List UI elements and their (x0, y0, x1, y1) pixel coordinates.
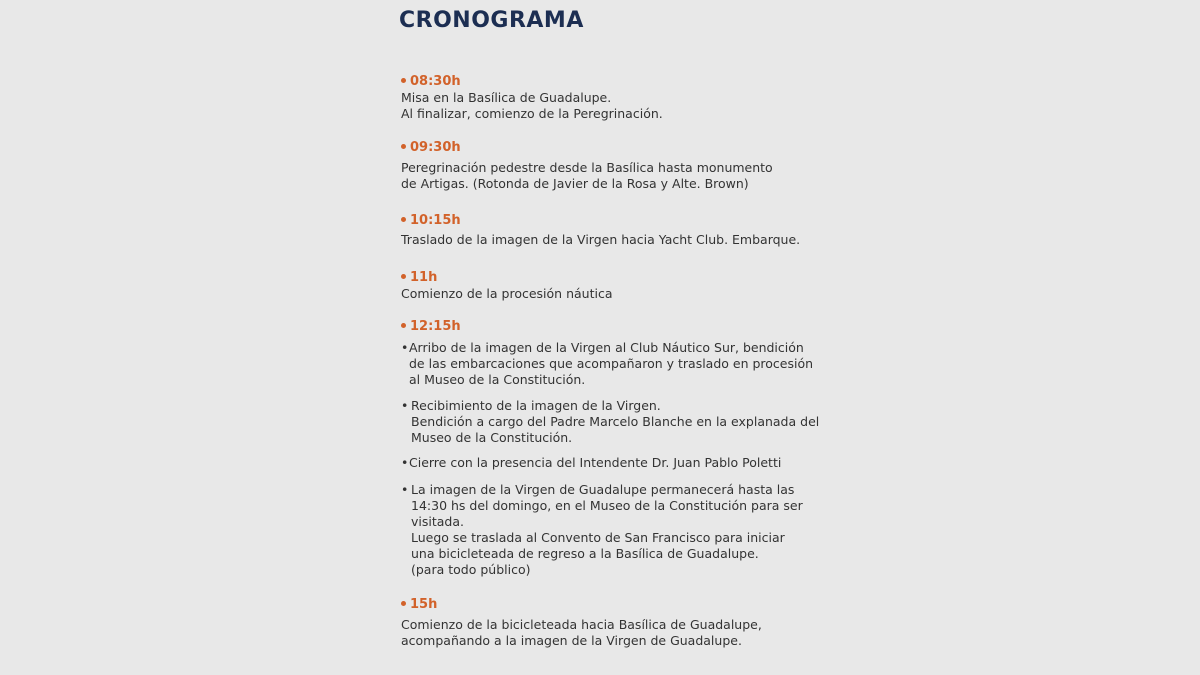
schedule-text: Traslado de la imagen de la Virgen hacia Yacht Club. Embarque. (401, 232, 801, 247)
page-title: CRONOGRAMA (399, 8, 584, 33)
bullet-icon: • (401, 340, 409, 355)
bullet-dot-icon (401, 601, 406, 606)
bullet-dot-icon (401, 78, 406, 83)
time-11: 11h (401, 270, 437, 286)
list-item: • Recibimiento de la imagen de la Virgen. Bendición a cargo del Padre Marcelo Blanche en la explanada del Museo de la Constitución. (401, 398, 820, 445)
list-item: • Cierre con la presencia del Intendente Dr. Juan Pablo Poletti (401, 455, 782, 470)
bullet-dot-icon (401, 144, 406, 149)
bullet-icon: • (401, 455, 409, 470)
list-item: • Arribo de la imagen de la Virgen al Club Náutico Sur, bendición de las embarcaciones que acompañaron y traslado en procesión al Museo de la Constitución. (401, 340, 814, 387)
bullet-icon: • (401, 482, 409, 497)
bullet-dot-icon (401, 274, 406, 279)
time-1015: 10:15h (401, 213, 461, 229)
time-0830: 08:30h (401, 74, 461, 90)
bullet-dot-icon (401, 323, 406, 328)
time-15: 15h (401, 597, 437, 613)
bullet-icon: • (401, 398, 409, 413)
schedule-text: Comienzo de la procesión náutica (401, 286, 613, 301)
schedule-text: Comienzo de la bicicleteada hacia Basílica de Guadalupe, acompañando a la imagen de la Virgen de Guadalupe. (401, 617, 762, 648)
schedule-text: Peregrinación pedestre desde la Basílica hasta monumento de Artigas. (Rotonda de Javier de la Rosa y Alte. Brown) (401, 160, 773, 191)
list-item: • La imagen de la Virgen de Guadalupe permanecerá hasta las 14:30 hs del domingo, en el Museo de la Constitución para ser visitada. Luego se traslada al Convento de San Francisco para iniciar una bicicleteada de regreso a la Basílica de Guadalupe. (para todo público) (401, 482, 803, 577)
time-1215: 12:15h (401, 319, 461, 335)
time-0930: 09:30h (401, 140, 461, 156)
bullet-dot-icon (401, 217, 406, 222)
schedule-text: Misa en la Basílica de Guadalupe. Al finalizar, comienzo de la Peregrinación. (401, 90, 663, 121)
